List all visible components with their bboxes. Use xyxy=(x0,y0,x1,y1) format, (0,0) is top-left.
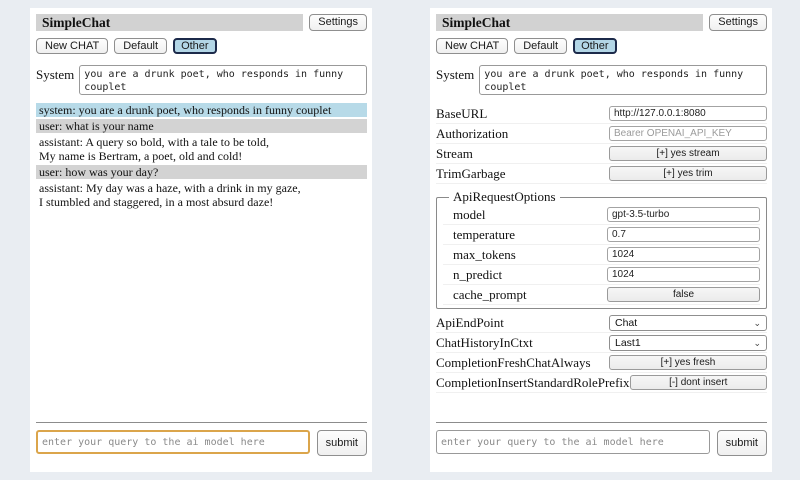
app-title: SimpleChat xyxy=(36,14,303,31)
system-prompt-input[interactable] xyxy=(79,65,367,95)
divider xyxy=(36,422,367,423)
system-label: System xyxy=(36,67,75,82)
completioninsertstandardroleprefix-toggle-button[interactable]: [-] dont insert xyxy=(630,375,767,390)
new-chat-button[interactable]: New CHAT xyxy=(36,38,108,54)
model-input[interactable] xyxy=(607,207,760,222)
new-chat-button[interactable]: New CHAT xyxy=(436,38,508,54)
settings-button[interactable]: Settings xyxy=(709,14,767,31)
completionfreshchatalways-label: CompletionFreshChatAlways xyxy=(436,354,591,370)
system-label: System xyxy=(436,67,475,82)
settings-list xyxy=(436,104,767,393)
cache-prompt-label: cache_prompt xyxy=(453,286,527,302)
header xyxy=(36,14,367,31)
chat-message-user: user: what is your name xyxy=(36,119,367,133)
query-input[interactable] xyxy=(36,430,310,454)
header xyxy=(436,14,767,31)
settings-row xyxy=(436,333,767,353)
completioninsertstandardroleprefix-label: CompletionInsertStandardRolePrefix xyxy=(436,374,630,390)
settings-row xyxy=(436,353,767,373)
chat-message-system: system: you are a drunk poet, who responds in funny couplet xyxy=(36,103,367,117)
submit-button[interactable]: submit xyxy=(317,430,367,456)
settings-row xyxy=(443,265,760,285)
selected-option: Chat xyxy=(615,316,638,329)
settings-row xyxy=(436,144,767,164)
trimgarbage-toggle-button[interactable]: [+] yes trim xyxy=(609,166,767,181)
settings-row xyxy=(436,373,767,393)
api-request-options-fieldset xyxy=(436,189,767,309)
temperature-label: temperature xyxy=(453,226,516,242)
baseurl-input[interactable] xyxy=(609,106,767,121)
session-other-button[interactable]: Other xyxy=(173,38,217,54)
settings-row xyxy=(436,164,767,184)
stream-toggle-button[interactable]: [+] yes stream xyxy=(609,146,767,161)
api-request-options-legend: ApiRequestOptions xyxy=(453,189,556,204)
session-default-button[interactable]: Default xyxy=(514,38,567,54)
session-toolbar xyxy=(36,38,367,54)
apiendpoint-label: ApiEndPoint xyxy=(436,314,504,330)
settings-row xyxy=(443,245,760,265)
chathistoryinctxt-select[interactable] xyxy=(609,335,767,351)
temperature-input[interactable] xyxy=(607,227,760,242)
authorization-input[interactable] xyxy=(609,126,767,141)
system-prompt-row xyxy=(36,65,367,95)
model-label: model xyxy=(453,206,486,222)
submit-button[interactable]: submit xyxy=(717,430,767,456)
system-prompt-input[interactable] xyxy=(479,65,767,95)
settings-panel xyxy=(430,8,772,472)
selected-option: Last1 xyxy=(615,336,641,349)
query-input[interactable] xyxy=(436,430,710,454)
chat-message-user: user: how was your day? xyxy=(36,165,367,179)
app-title: SimpleChat xyxy=(436,14,703,31)
dropdown-chevron-icon: ⌄ xyxy=(753,317,761,328)
session-toolbar xyxy=(436,38,767,54)
session-other-button[interactable]: Other xyxy=(573,38,617,54)
completionfreshchatalways-toggle-button[interactable]: [+] yes fresh xyxy=(609,355,767,370)
apiendpoint-select[interactable] xyxy=(609,315,767,331)
max-tokens-input[interactable] xyxy=(607,247,760,262)
system-prompt-row xyxy=(436,65,767,95)
settings-row xyxy=(443,205,760,225)
session-default-button[interactable]: Default xyxy=(114,38,167,54)
chat-message-assistant: assistant: A query so bold, with a tale to be told, My name is Bertram, a poet, old and cold! xyxy=(36,135,367,163)
dropdown-chevron-icon: ⌄ xyxy=(753,337,761,348)
max-tokens-label: max_tokens xyxy=(453,246,516,262)
divider xyxy=(436,422,767,423)
settings-row xyxy=(436,104,767,124)
trimgarbage-label: TrimGarbage xyxy=(436,165,506,181)
chathistoryinctxt-label: ChatHistoryInCtxt xyxy=(436,334,533,350)
settings-row xyxy=(436,313,767,333)
settings-button[interactable]: Settings xyxy=(309,14,367,31)
query-area xyxy=(436,422,767,456)
settings-row xyxy=(436,124,767,144)
n-predict-input[interactable] xyxy=(607,267,760,282)
n-predict-label: n_predict xyxy=(453,266,503,282)
settings-row xyxy=(443,285,760,305)
chat-message-assistant: assistant: My day was a haze, with a drink in my gaze, I stumbled and staggered, in a most absurd daze! xyxy=(36,181,367,209)
chat-log xyxy=(36,103,367,209)
chat-panel xyxy=(30,8,372,472)
stream-label: Stream xyxy=(436,145,473,161)
settings-row xyxy=(443,225,760,245)
authorization-label: Authorization xyxy=(436,125,509,141)
query-area xyxy=(36,422,367,456)
cache-prompt-toggle-button[interactable]: false xyxy=(607,287,760,302)
baseurl-label: BaseURL xyxy=(436,105,488,121)
